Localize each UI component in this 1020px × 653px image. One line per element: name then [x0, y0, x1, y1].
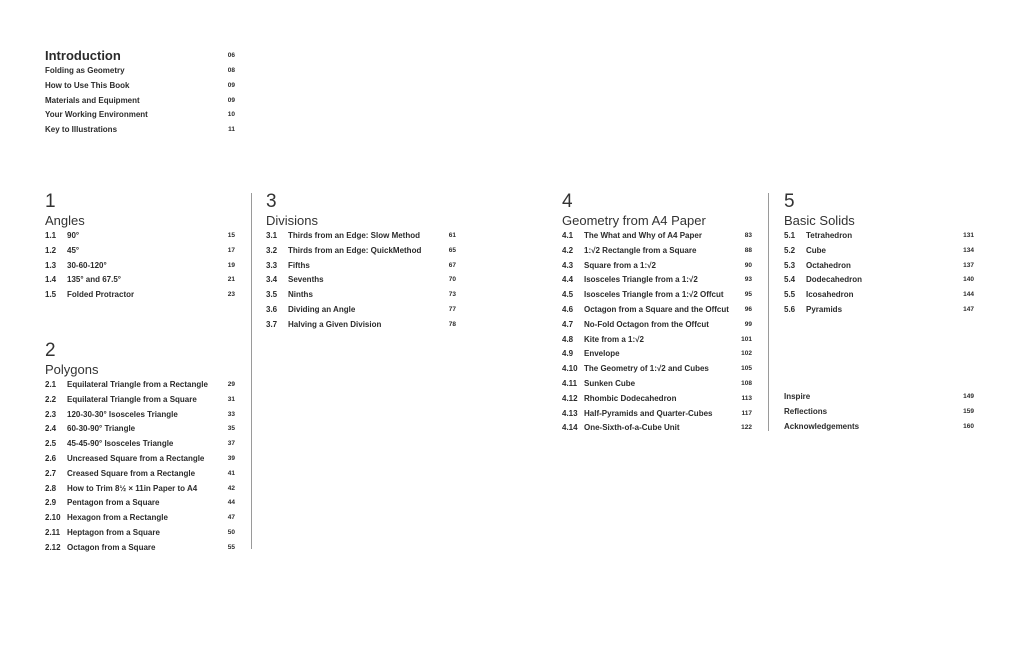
toc-entry[interactable]: [562, 347, 752, 362]
entry-page: 88: [744, 246, 752, 254]
entry-page: 78: [448, 320, 456, 328]
entry-page: 95: [744, 291, 752, 299]
entry-title: Folding as Geometry: [45, 66, 125, 75]
entry-page: 41: [227, 469, 235, 477]
toc-entry[interactable]: [45, 467, 235, 482]
chapter-title: Divisions: [266, 213, 319, 228]
toc-entry[interactable]: [562, 333, 752, 348]
intro-title-row[interactable]: [45, 47, 235, 64]
entry-page: 134: [963, 246, 974, 254]
entry-page: 44: [227, 499, 235, 507]
toc-entry[interactable]: [45, 244, 235, 259]
entry-number: 4.10: [562, 364, 578, 374]
toc-entry[interactable]: [45, 94, 235, 109]
toc-entry[interactable]: [45, 541, 235, 556]
chapter-title: Polygons: [45, 362, 99, 377]
entry-page: 08: [227, 67, 235, 74]
toc-entry[interactable]: [45, 288, 235, 303]
entry-page: 09: [227, 81, 235, 89]
entry-number: 3.4: [266, 275, 278, 285]
entry-page: 140: [963, 276, 974, 284]
entry-page: 160: [963, 422, 974, 430]
toc-entry[interactable]: [784, 259, 974, 274]
entry-number: 4.4: [562, 275, 574, 285]
entry-number: 2.2: [45, 394, 57, 404]
entry-title: Thirds from an Edge: QuickMethod: [288, 245, 422, 255]
entry-page: 19: [227, 261, 235, 269]
entry-title: One-Sixth-of-a-Cube Unit: [584, 423, 680, 433]
entry-page: 37: [227, 440, 235, 448]
entry-title: Cube: [806, 245, 826, 255]
toc-entry[interactable]: [45, 452, 235, 467]
chapter-2: [45, 341, 235, 556]
entry-number: 2.11: [45, 527, 61, 537]
entry-page: 67: [448, 261, 456, 269]
toc-entry[interactable]: [45, 437, 235, 452]
entry-number: 2.5: [45, 439, 57, 449]
toc-entry[interactable]: [45, 108, 235, 123]
entry-number: 4.12: [562, 393, 578, 403]
entry-title: Your Working Environment: [45, 110, 148, 120]
entry-number: 2.12: [45, 542, 61, 552]
entry-title: How to Trim 8½ × 11in Paper to A4: [67, 483, 198, 493]
entry-title: The Geometry of 1:√2 and Cubes: [584, 364, 709, 374]
entry-title: Octagon from a Square and the Offcut: [584, 304, 729, 314]
entry-page: 50: [227, 528, 235, 536]
entry-number: 2.8: [45, 483, 57, 493]
entry-page: 61: [448, 232, 456, 239]
entry-title: Uncreased Square from a Rectangle: [67, 453, 205, 463]
toc-entry[interactable]: [562, 318, 752, 333]
entry-title: Tetrahedron: [806, 231, 853, 240]
toc-entry[interactable]: [562, 392, 752, 407]
toc-entry[interactable]: [562, 421, 752, 436]
toc-entry[interactable]: [45, 408, 235, 423]
entry-number: 3.6: [266, 304, 278, 314]
intro-section: [45, 47, 235, 138]
entry-page: 21: [227, 276, 235, 284]
entry-title: Kite from a 1:√2: [584, 334, 644, 344]
entry-number: 4.1: [562, 231, 574, 240]
entry-number: 2.3: [45, 409, 57, 419]
toc-entry[interactable]: [266, 259, 456, 274]
entry-number: 1.3: [45, 260, 57, 270]
toc-entry[interactable]: [562, 288, 752, 303]
intro-title-page: 06: [227, 52, 235, 59]
entry-title: Dividing an Angle: [288, 304, 356, 314]
toc-entry[interactable]: [562, 377, 752, 392]
toc-entry[interactable]: [45, 496, 235, 511]
entry-number: 1.2: [45, 245, 57, 255]
entry-title: Key to Illustrations: [45, 125, 118, 135]
entry-page: 11: [228, 126, 235, 134]
entry-number: 3.2: [266, 245, 278, 255]
chapter-number: 3: [266, 191, 277, 212]
entry-page: 108: [741, 379, 752, 387]
toc-entry[interactable]: [45, 64, 235, 79]
entry-title: Icosahedron: [806, 290, 854, 300]
entry-title: 30-60-120°: [67, 260, 107, 270]
entry-number: 4.5: [562, 290, 574, 300]
entry-number: 4.8: [562, 334, 574, 344]
entry-title: 120-30-30° Isosceles Triangle: [67, 409, 178, 419]
entry-title: Hexagon from a Rectangle: [67, 513, 168, 523]
toc-entry[interactable]: [45, 393, 235, 408]
toc-entry[interactable]: [562, 407, 752, 422]
entry-title: Isosceles Triangle from a 1:√2: [584, 275, 698, 285]
entry-number: 3.7: [266, 319, 278, 329]
toc-entry[interactable]: [45, 229, 235, 244]
toc-entry[interactable]: [266, 244, 456, 259]
entry-page: 96: [744, 305, 752, 313]
column-divider: [251, 193, 252, 549]
entry-page: 122: [741, 424, 752, 432]
entry-page: 33: [227, 410, 235, 418]
entry-page: 149: [963, 393, 974, 400]
entry-title: Acknowledgements: [784, 421, 860, 431]
entry-number: 5.5: [784, 290, 796, 300]
entry-title: Thirds from an Edge: Slow Method: [288, 231, 420, 240]
entry-title: Half-Pyramids and Quarter-Cubes: [584, 408, 713, 418]
entry-number: 2.9: [45, 498, 57, 508]
entry-page: 31: [227, 395, 235, 403]
entry-number: 5.4: [784, 275, 796, 285]
entry-page: 102: [741, 350, 752, 358]
entry-page: 17: [227, 246, 235, 254]
entry-number: 2.4: [45, 424, 57, 434]
entry-title: Halving a Given Division: [288, 319, 382, 329]
toc-entry[interactable]: [562, 229, 752, 244]
entry-number: 5.6: [784, 304, 796, 314]
entry-title: Sevenths: [288, 275, 324, 285]
entry-page: 73: [448, 291, 456, 299]
chapter-5: [784, 192, 974, 318]
entry-number: 2.10: [45, 513, 61, 523]
entry-number: 1.1: [45, 231, 57, 240]
toc-entry[interactable]: [784, 420, 974, 435]
chapter-title: Angles: [45, 213, 85, 228]
entry-title: Materials and Equipment: [45, 95, 140, 105]
entry-page: 39: [227, 454, 235, 462]
toc-entry[interactable]: [562, 362, 752, 377]
toc-entry[interactable]: [562, 259, 752, 274]
entry-page: 70: [448, 276, 456, 284]
toc-entry[interactable]: [45, 123, 235, 138]
entry-page: 137: [963, 261, 974, 269]
entry-title: Pyramids: [806, 304, 843, 314]
toc-entry[interactable]: [45, 526, 235, 541]
entry-title: Equilateral Triangle from a Rectangle: [67, 380, 208, 389]
toc-entry[interactable]: [784, 229, 974, 244]
entry-number: 2.6: [45, 453, 57, 463]
chapter-title: Basic Solids: [784, 213, 855, 228]
chapter-number: 1: [45, 191, 56, 212]
entry-title: Heptagon from a Square: [67, 527, 160, 537]
toc-entry[interactable]: [45, 422, 235, 437]
entry-title: Inspire: [784, 392, 811, 401]
toc-entry[interactable]: [45, 79, 235, 94]
entry-number: 3.3: [266, 260, 278, 270]
entry-title: Reflections: [784, 406, 828, 416]
entry-page: 35: [227, 425, 235, 433]
entry-title: Octagon from a Square: [67, 542, 156, 552]
entry-page: 113: [741, 394, 752, 402]
chapter-title: Geometry from A4 Paper: [562, 213, 706, 228]
toc-entry[interactable]: [784, 273, 974, 288]
entry-page: 90: [744, 261, 752, 269]
toc-entry[interactable]: [45, 273, 235, 288]
entry-title: Dodecahedron: [806, 275, 863, 285]
entry-page: 101: [741, 335, 752, 343]
toc-entry[interactable]: [784, 405, 974, 420]
entry-page: 55: [227, 543, 235, 551]
entry-title: Envelope: [584, 349, 620, 359]
chapter-number: 2: [45, 340, 56, 361]
entry-page: 42: [227, 484, 235, 492]
entry-number: 4.14: [562, 423, 578, 433]
entry-page: 65: [448, 246, 456, 254]
entry-title: Folded Protractor: [67, 290, 135, 300]
entry-page: 117: [741, 409, 752, 417]
toc-entry[interactable]: [784, 288, 974, 303]
entry-number: 4.9: [562, 349, 574, 359]
entry-title: 45-45-90° Isosceles Triangle: [67, 439, 174, 449]
chapter-3: [266, 192, 456, 333]
toc-entry[interactable]: [562, 273, 752, 288]
entry-number: 4.7: [562, 319, 574, 329]
entry-number: 3.1: [266, 231, 278, 240]
entry-title: Octahedron: [806, 260, 851, 270]
toc-entry[interactable]: [266, 229, 456, 244]
entry-title: The What and Why of A4 Paper: [584, 231, 702, 240]
entry-number: 4.3: [562, 260, 574, 270]
toc-entry[interactable]: [562, 303, 752, 318]
toc-entry[interactable]: [266, 273, 456, 288]
entry-page: 159: [963, 407, 974, 415]
entry-title: Creased Square from a Rectangle: [67, 468, 196, 478]
back-matter: [784, 390, 974, 434]
entry-page: 09: [227, 96, 235, 104]
entry-title: 90°: [67, 231, 80, 240]
entry-page: 147: [963, 305, 974, 313]
toc-entry[interactable]: [45, 378, 235, 393]
entry-page: 83: [744, 232, 752, 239]
entry-number: 5.2: [784, 245, 796, 255]
entry-title: 45°: [67, 245, 80, 255]
entry-page: 47: [227, 514, 235, 522]
toc-entry[interactable]: [784, 303, 974, 318]
toc-entry[interactable]: [45, 511, 235, 526]
entry-page: 105: [741, 365, 752, 373]
entry-number: 1.4: [45, 275, 57, 285]
entry-title: Equilateral Triangle from a Square: [67, 394, 197, 404]
toc-entry[interactable]: [266, 318, 456, 333]
entry-title: 60-30-90° Triangle: [67, 424, 136, 434]
column-divider: [768, 193, 769, 431]
chapter-4: [562, 192, 752, 436]
entry-number: 3.5: [266, 290, 278, 300]
entry-title: Ninths: [288, 290, 313, 300]
chapter-1: [45, 192, 235, 303]
entry-number: 4.2: [562, 245, 574, 255]
entry-title: No-Fold Octagon from the Offcut: [584, 319, 709, 329]
entry-page: 144: [963, 291, 974, 299]
entry-page: 99: [744, 320, 752, 328]
toc-entry[interactable]: [266, 288, 456, 303]
entry-title: Square from a 1:√2: [584, 260, 656, 270]
entry-number: 5.1: [784, 231, 796, 240]
entry-title: Pentagon from a Square: [67, 498, 160, 508]
intro-title: Introduction: [45, 48, 121, 63]
toc-entry[interactable]: [784, 244, 974, 259]
entry-page: 29: [227, 381, 235, 388]
toc-entry[interactable]: [562, 244, 752, 259]
chapter-number: 5: [784, 191, 795, 212]
entry-page: 10: [227, 111, 235, 119]
toc-entry[interactable]: [45, 482, 235, 497]
entry-number: 4.11: [562, 378, 578, 388]
entry-title: 1:√2 Rectangle from a Square: [584, 245, 697, 255]
entry-page: 131: [963, 232, 974, 239]
entry-number: 4.6: [562, 304, 574, 314]
entry-number: 4.13: [562, 408, 578, 418]
entry-number: 2.1: [45, 380, 57, 389]
entry-page: 93: [744, 276, 752, 284]
toc-entry[interactable]: [784, 390, 974, 405]
entry-title: Isosceles Triangle from a 1:√2 Offcut: [584, 290, 724, 300]
entry-page: 23: [227, 291, 235, 299]
entry-title: Sunken Cube: [584, 378, 636, 388]
entry-page: 77: [448, 305, 456, 313]
entry-title: How to Use This Book: [45, 80, 130, 90]
entry-title: Fifths: [288, 260, 310, 270]
entry-page: 15: [227, 232, 235, 239]
chapter-number: 4: [562, 191, 573, 212]
entry-title: Rhombic Dodecahedron: [584, 393, 677, 403]
toc-entry[interactable]: [45, 259, 235, 274]
toc-entry[interactable]: [266, 303, 456, 318]
entry-number: 2.7: [45, 468, 57, 478]
entry-number: 5.3: [784, 260, 796, 270]
entry-title: 135° and 67.5°: [67, 275, 121, 285]
entry-number: 1.5: [45, 290, 57, 300]
